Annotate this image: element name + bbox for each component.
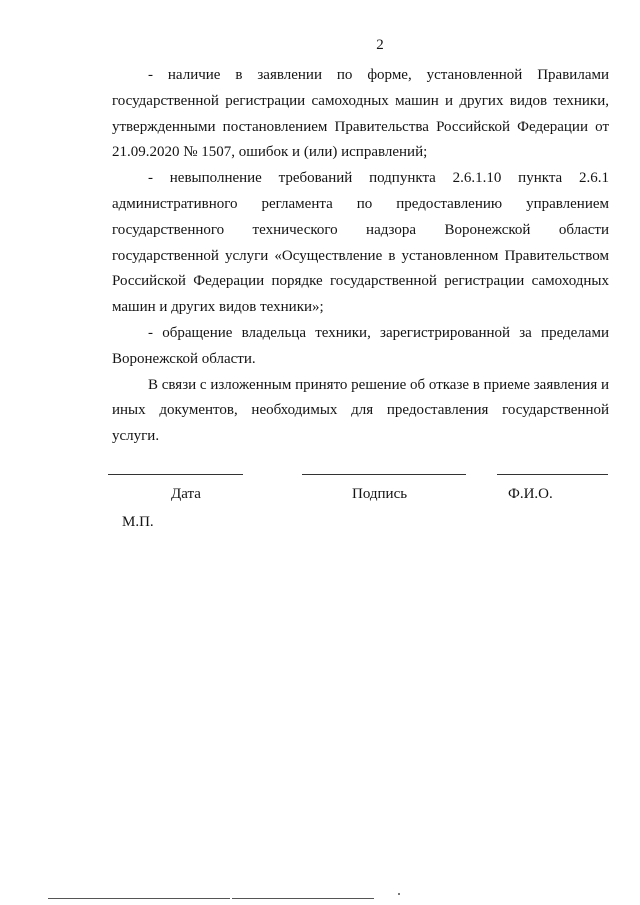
date-label: Дата (171, 486, 201, 502)
footer-rule-right (232, 898, 374, 899)
document-body (112, 63, 609, 450)
footer-rule-left (48, 898, 230, 899)
footer-mark (398, 893, 400, 895)
date-signature-line (108, 474, 243, 475)
paragraph-decision: В связи с изложенным принято решение об отказе в приеме заявления и иных документов, необходимых для предоставления государственной услуги. (112, 376, 609, 445)
full-name-label: Ф.И.О. (508, 486, 553, 502)
page-number: 2 (376, 37, 384, 53)
signature-label: Подпись (352, 486, 408, 502)
signature-line (302, 474, 466, 475)
name-signature-line (497, 474, 608, 475)
paragraph-requirements-not-met: - невыполнение требований подпункта 2.6.1.10 пункта 2.6.1 административного регламента по предоставлению управлением государственного технического надзора Воронежской области государственной услуги «Осуществление в установленном Правительством Российской Федерации порядке государственной регистрации самоходных машин и других видов техники»; (112, 170, 609, 316)
paragraph-application-errors: - наличие в заявлении по форме, установленной Правилами государственной регистрации самоходных машин и других видов техники, утвержденными постановлением Правительства Российской Федерации от 21.09.2020 № 1507, ошибок и (или) исправлений; (112, 67, 609, 161)
stamp-place-label: М.П. (122, 514, 154, 530)
paragraph-owner-outside-region: - обращение владельца техники, зарегистрированной за пределами Воронежской области. (112, 324, 609, 367)
